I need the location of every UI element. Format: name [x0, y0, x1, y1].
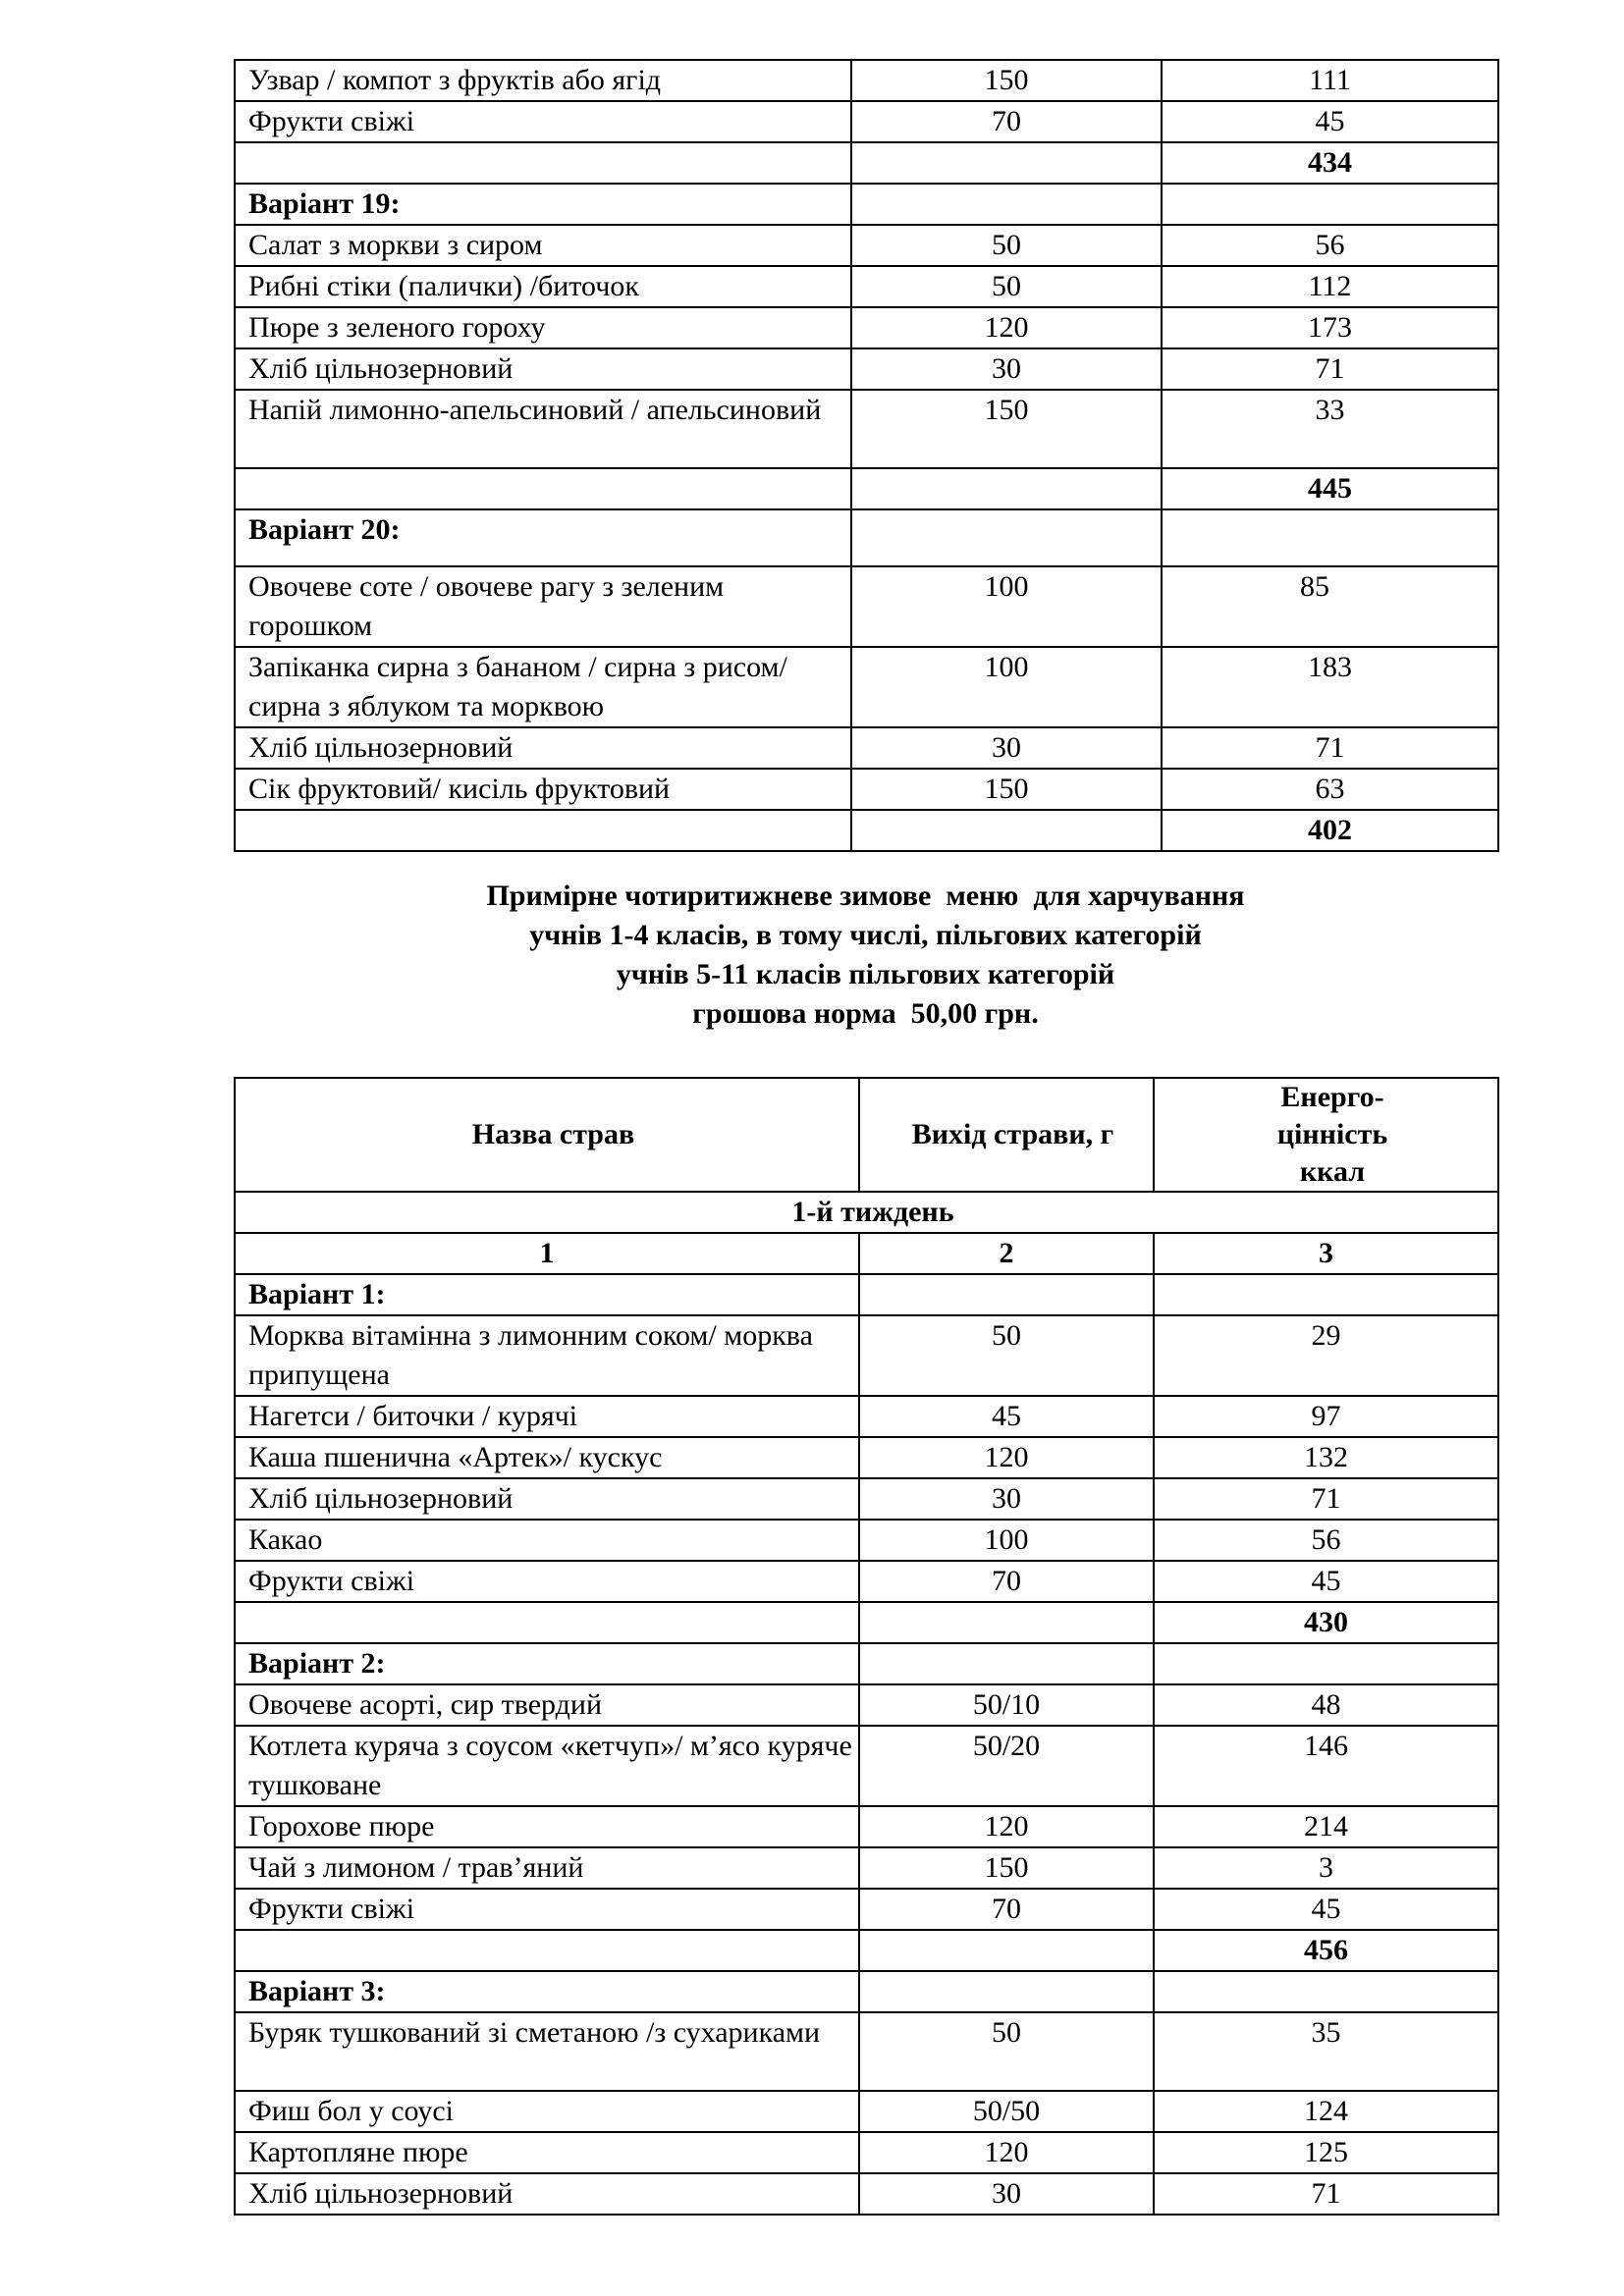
dish-row — [235, 390, 1498, 468]
header-dish-name: Назва страв — [235, 1078, 859, 1192]
dish-name: Хліб цільнозерновий — [235, 348, 851, 390]
dish-energy: 132 — [1154, 1437, 1498, 1478]
dish-name: Овочеве асорті, сир твердий — [235, 1684, 859, 1726]
total-row — [235, 468, 1498, 509]
dish-name: Чай з лимоном / трав’яний — [235, 1847, 859, 1889]
dish-energy: 56 — [1162, 225, 1498, 266]
dish-portion: 120 — [859, 2132, 1154, 2173]
dish-portion: 50 — [859, 1315, 1154, 1396]
dish-row — [235, 2173, 1498, 2215]
dish-portion: 45 — [859, 1396, 1154, 1437]
dish-energy: 56 — [1154, 1520, 1498, 1561]
total-energy: 445 — [1162, 468, 1498, 509]
dish-row — [235, 727, 1498, 769]
empty-cell — [1162, 509, 1498, 566]
dish-name: Рибні стіки (палички) /биточок — [235, 266, 851, 307]
dish-name: Салат з моркви з сиром — [235, 225, 851, 266]
empty-cell — [235, 1602, 859, 1643]
variant-row — [235, 184, 1498, 225]
dish-name: Нагетси / биточки / курячі — [235, 1396, 859, 1437]
variant-row — [235, 1274, 1498, 1315]
dish-row — [235, 60, 1498, 101]
dish-row — [235, 2132, 1498, 2173]
empty-cell — [1154, 1643, 1498, 1684]
dish-portion: 50/10 — [859, 1684, 1154, 1726]
dish-name: Фрукти свіжі — [235, 1561, 859, 1602]
variant-row — [235, 509, 1498, 566]
dish-name: Картопляне пюре — [235, 2132, 859, 2173]
variant-label: Варіант 1: — [235, 1274, 859, 1315]
dish-portion: 50 — [859, 2012, 1154, 2091]
dish-portion: 30 — [851, 727, 1162, 769]
dish-row — [235, 266, 1498, 307]
total-energy: 456 — [1154, 1930, 1498, 1971]
empty-cell — [859, 1602, 1154, 1643]
total-energy: 434 — [1162, 142, 1498, 184]
dish-energy: 33 — [1162, 390, 1498, 468]
empty-cell — [851, 468, 1162, 509]
dish-name: Узвар / компот з фруктів або ягід — [235, 60, 851, 101]
empty-cell — [851, 142, 1162, 184]
dish-name: Котлета куряча з соусом «кетчуп»/ м’ясо куряче тушковане — [235, 1726, 859, 1806]
empty-cell — [859, 1643, 1154, 1684]
empty-cell — [859, 1274, 1154, 1315]
dish-portion: 120 — [859, 1806, 1154, 1847]
dish-energy: 183 — [1162, 647, 1498, 727]
dish-portion: 150 — [851, 769, 1162, 810]
dish-energy: 35 — [1154, 2012, 1498, 2091]
dish-row — [235, 1561, 1498, 1602]
column-number: 3 — [1154, 1233, 1498, 1274]
dish-portion: 30 — [851, 348, 1162, 390]
variant-label: Варіант 2: — [235, 1643, 859, 1684]
dish-name: Пюре з зеленого гороху — [235, 307, 851, 348]
empty-cell — [235, 810, 851, 851]
dish-portion: 50/50 — [859, 2091, 1154, 2132]
dish-portion: 70 — [859, 1561, 1154, 1602]
empty-cell — [859, 1930, 1154, 1971]
empty-cell — [859, 1971, 1154, 2012]
dish-portion: 150 — [851, 60, 1162, 101]
title-line: грошова норма 50,00 грн. — [692, 997, 1039, 1030]
empty-cell — [1162, 184, 1498, 225]
dish-name: Запіканка сирна з бананом / сирна з рисом/ сирна з яблуком та морквою — [235, 647, 851, 727]
dish-name: Фрукти свіжі — [235, 101, 851, 142]
dish-name: Сік фруктовий/ кисіль фруктовий — [235, 769, 851, 810]
empty-cell — [851, 810, 1162, 851]
dish-energy: 111 — [1162, 60, 1498, 101]
dish-energy: 29 — [1154, 1315, 1498, 1396]
dish-portion: 50 — [851, 266, 1162, 307]
dish-row — [235, 1315, 1498, 1396]
empty-cell — [235, 468, 851, 509]
empty-cell — [235, 1930, 859, 1971]
menu-table-main — [234, 1077, 1499, 2216]
header-energy — [1154, 1078, 1498, 1192]
total-row — [235, 142, 1498, 184]
dish-portion: 150 — [851, 390, 1162, 468]
dish-portion: 120 — [851, 307, 1162, 348]
header-row — [235, 1078, 1498, 1192]
dish-portion: 100 — [851, 647, 1162, 727]
menu-title — [234, 877, 1497, 1034]
dish-energy: 214 — [1154, 1806, 1498, 1847]
variant-label: Варіант 20: — [235, 509, 851, 566]
header-portion: Вихід страви, г — [859, 1078, 1154, 1192]
dish-name: Напій лимонно-апельсиновий / апельсиновий — [235, 390, 851, 468]
dish-portion: 50 — [851, 225, 1162, 266]
empty-cell — [1154, 1971, 1498, 2012]
dish-name: Горохове пюре — [235, 1806, 859, 1847]
dish-name: Хліб цільнозерновий — [235, 1478, 859, 1520]
dish-row — [235, 348, 1498, 390]
dish-row — [235, 566, 1498, 647]
empty-cell — [235, 142, 851, 184]
header-energy-line: Енерго- — [1280, 1081, 1384, 1113]
dish-portion: 30 — [859, 1478, 1154, 1520]
dish-energy: 45 — [1162, 101, 1498, 142]
dish-row — [235, 2012, 1498, 2091]
column-number: 1 — [235, 1233, 859, 1274]
dish-name: Морква вітамінна з лимонним соком/ морква припущена — [235, 1315, 859, 1396]
total-row — [235, 810, 1498, 851]
dish-energy: 125 — [1154, 2132, 1498, 2173]
dish-name: Фрукти свіжі — [235, 1889, 859, 1930]
dish-row — [235, 647, 1498, 727]
dish-row — [235, 2091, 1498, 2132]
variant-row — [235, 1643, 1498, 1684]
dish-row — [235, 1847, 1498, 1889]
dish-portion: 100 — [859, 1520, 1154, 1561]
dish-row — [235, 225, 1498, 266]
column-number-row — [235, 1233, 1498, 1274]
dish-energy: 173 — [1162, 307, 1498, 348]
dish-energy: 71 — [1154, 1478, 1498, 1520]
dish-energy: 97 — [1154, 1396, 1498, 1437]
dish-portion: 70 — [859, 1889, 1154, 1930]
dish-portion: 30 — [859, 2173, 1154, 2215]
dish-portion: 100 — [851, 566, 1162, 647]
column-number: 2 — [859, 1233, 1154, 1274]
empty-cell — [1154, 1274, 1498, 1315]
variant-label: Варіант 19: — [235, 184, 851, 225]
dish-row — [235, 1684, 1498, 1726]
dish-name: Хліб цільнозерновий — [235, 727, 851, 769]
dish-energy: 63 — [1162, 769, 1498, 810]
dish-energy: 71 — [1154, 2173, 1498, 2215]
total-energy: 430 — [1154, 1602, 1498, 1643]
variant-label: Варіант 3: — [235, 1971, 859, 2012]
dish-energy: 146 — [1154, 1726, 1498, 1806]
dish-energy: 48 — [1154, 1684, 1498, 1726]
dish-energy: 112 — [1162, 266, 1498, 307]
title-line: Примірне чотиритижневе зимове меню для харчування — [486, 880, 1245, 912]
dish-portion: 120 — [859, 1437, 1154, 1478]
dish-energy: 45 — [1154, 1561, 1498, 1602]
dish-row — [235, 1437, 1498, 1478]
week-label: 1-й тиждень — [235, 1192, 1498, 1233]
dish-name: Хліб цільнозерновий — [235, 2173, 859, 2215]
dish-row — [235, 307, 1498, 348]
dish-row — [235, 1806, 1498, 1847]
dish-energy: 71 — [1162, 348, 1498, 390]
title-line: учнів 5-11 класів пільгових категорій — [616, 958, 1115, 990]
dish-name: Какао — [235, 1520, 859, 1561]
dish-energy: 71 — [1162, 727, 1498, 769]
dish-row — [235, 101, 1498, 142]
week-row — [235, 1192, 1498, 1233]
dish-row — [235, 1726, 1498, 1806]
total-energy: 402 — [1162, 810, 1498, 851]
dish-row — [235, 1478, 1498, 1520]
menu-table-top — [234, 59, 1499, 852]
dish-row — [235, 1396, 1498, 1437]
dish-energy: 85 — [1162, 566, 1498, 647]
dish-energy: 124 — [1154, 2091, 1498, 2132]
dish-row — [235, 1889, 1498, 1930]
dish-portion: 70 — [851, 101, 1162, 142]
dish-portion: 50/20 — [859, 1726, 1154, 1806]
total-row — [235, 1602, 1498, 1643]
header-energy-line: ккал — [1299, 1155, 1366, 1188]
header-energy-line: цінність — [1276, 1118, 1388, 1150]
title-line: учнів 1-4 класів, в тому числі, пільгових категорій — [529, 919, 1202, 951]
dish-portion: 150 — [859, 1847, 1154, 1889]
empty-cell — [851, 184, 1162, 225]
dish-name: Каша пшенична «Артек»/ кускус — [235, 1437, 859, 1478]
dish-row — [235, 769, 1498, 810]
variant-row — [235, 1971, 1498, 2012]
dish-name: Фиш бол у соусі — [235, 2091, 859, 2132]
empty-cell — [851, 509, 1162, 566]
dish-energy: 3 — [1154, 1847, 1498, 1889]
total-row — [235, 1930, 1498, 1971]
dish-name: Овочеве соте / овочеве рагу з зеленим горошком — [235, 566, 851, 647]
dish-row — [235, 1520, 1498, 1561]
dish-energy: 45 — [1154, 1889, 1498, 1930]
dish-name: Буряк тушкований зі сметаною /з сухариками — [235, 2012, 859, 2091]
